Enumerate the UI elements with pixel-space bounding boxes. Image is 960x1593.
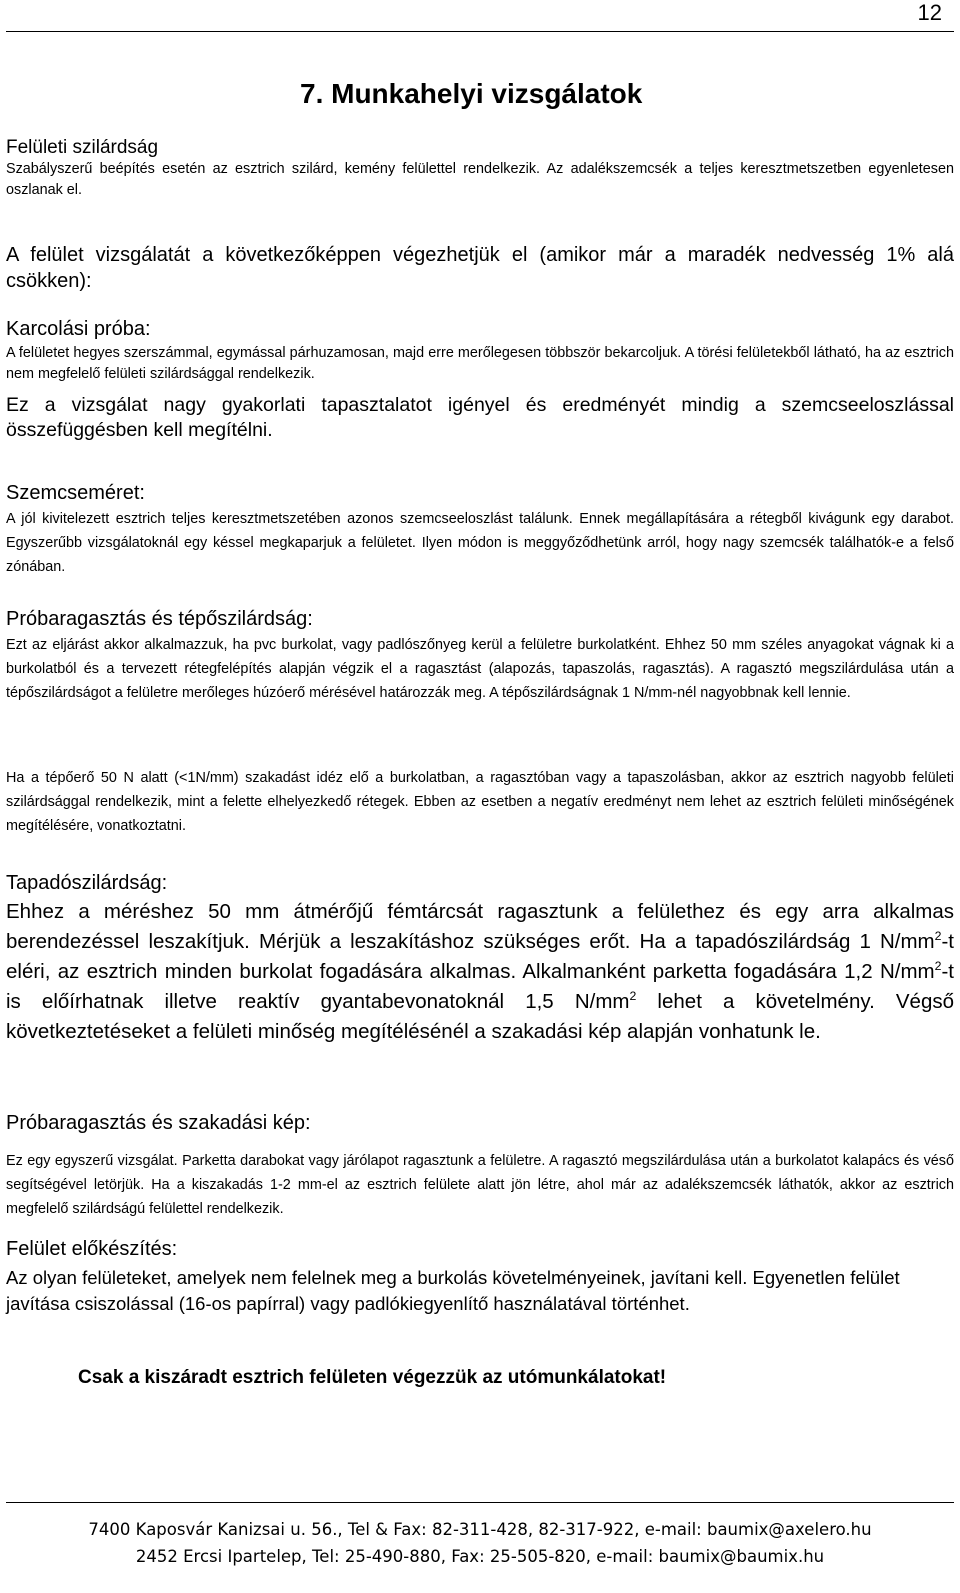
- section-text: Szabályszerű beépítés esetén az esztrich szilárd, kemény felülettel rendelkezik. Az adalékszemcsék a teljes keresztmetszetben egyenletesen oszlanak el.: [6, 161, 954, 198]
- section-text: Az olyan felületeket, amelyek nem felelnek meg a burkolás követelményeinek, javítani kell. Egyenetlen felület javítása csiszolással (16-os papírral) vagy padlókiegyenlítő használatával történhet.: [6, 1267, 900, 1314]
- superscript: 2: [934, 929, 942, 944]
- section-heading: Felületi szilárdság: [6, 137, 159, 158]
- header-rule: [6, 31, 954, 32]
- footer-line-2: 2452 Ercsi Ipartelep, Tel: 25-490-880, Fax: 25-505-820, e-mail: baumix@baumix.hu: [135, 1547, 825, 1566]
- superscript: 2: [629, 989, 637, 1004]
- chapter-title: 7. Munkahelyi vizsgálatok: [300, 78, 643, 109]
- section-text: A felületet hegyes szerszámmal, egymással párhuzamosan, majd erre merőlegesen többször bekarcoljuk. A törési felületekből látható, ha az esztrich nem megfelelő felületi szilárdsággal rendelkezik.: [6, 345, 954, 382]
- adhesion-text-part3: -t is előírhatnak illetve reaktív gyantabevonatoknál 1,5 N/mm: [6, 960, 954, 1013]
- section-scratch-test: [6, 318, 954, 443]
- intro-paragraph: [6, 242, 954, 294]
- section-text: A jól kivitelezett esztrich teljes keresztmetszetében azonos szemcseeloszlást találunk. Ennek megállapítására a rétegből kivágunk egy darabot. Egyszerűbb vizsgálatoknál egy késsel megkaparjuk a felületet. Ilyen módon is meggyőződhetünk arról, hogy nagy szemcsék találhatók-e a felső zónában.: [6, 511, 954, 575]
- section-heading: Felület előkészítés:: [6, 1238, 178, 1260]
- intro-text: A felület vizsgálatát a következőképpen végezhetjük el (amikor már a maradék nedvesség 1% alá csökken):: [6, 244, 954, 292]
- section-text: [6, 897, 954, 1047]
- section-pull-test: [6, 608, 954, 705]
- section-adhesion: [6, 872, 954, 1047]
- section-heading: Szemcseméret:: [6, 482, 145, 504]
- section-heading: Tapadószilárdság:: [6, 872, 168, 894]
- section-grain-size: [6, 482, 954, 579]
- section-surface-strength: [6, 136, 954, 201]
- section-pull-test-continued: [6, 766, 954, 838]
- section-break-pattern: [6, 1112, 954, 1221]
- footer-line-1: 7400 Kaposvár Kanizsai u. 56., Tel & Fax: 82-311-428, 82-317-922, e-mail: baumix@axelero.hu: [88, 1520, 872, 1539]
- section-text: Ha a tépőerő 50 N alatt (<1N/mm) szakadást idéz elő a burkolatban, a ragasztóban vagy a tapaszolásban, akkor az esztrich nagyobb felületi szilárdsággal rendelkezik, mint a felette elhelyezkedő rétegek. Ebben az esetben a negatív eredményt nem lehet az esztrich felületi minőségének megítélésére, vonatkoztatni.: [6, 770, 954, 834]
- footer-rule: [6, 1502, 954, 1503]
- adhesion-text-part4: lehet a követelmény. Végső következtetéseket a felületi minőség megítélésénél a szakadási kép alapján vonhatunk le.: [6, 990, 954, 1043]
- adhesion-text-part1: Ehhez a méréshez 50 mm átmérőjű fémtárcsát ragasztunk a felülethez és egy arra alkalmas berendezéssel leszakítjuk. Mérjük a leszakításhoz szükséges erőt. Ha a tapadószilárdság 1 N/mm: [6, 900, 954, 953]
- section-heading: Próbaragasztás és szakadási kép:: [6, 1112, 311, 1134]
- section-heading: Karcolási próba:: [6, 318, 151, 340]
- adhesion-text-part2: -t eléri, az esztrich minden burkolat fogadására alkalmas. Alkalmanként parketta fogadására 1,2 N/mm: [6, 930, 954, 983]
- section-heading: Próbaragasztás és tépőszilárdság:: [6, 608, 313, 630]
- section-text: Ezt az eljárást akkor alkalmazzuk, ha pvc burkolat, vagy padlószőnyeg kerül a felületre burkolatként. Ehhez 50 mm széles anyagokat vágnak ki a burkolatból és a tervezett rétegfelépítés alapján végzik el a ragasztást (alapozás, tapaszolás, ragasztás). A ragasztó megszilárdulása után a tépőszilárdságot a felületre merőleges húzóerő mérésével határozzák meg. A tépőszilárdságnak 1 N/mm-nél nagyobbnak kell lennie.: [6, 637, 954, 701]
- section-text: Ez egy egyszerű vizsgálat. Parketta darabokat vagy járólapot ragasztunk a felületre. A ragasztó megszilárdulása után a burkolatot kalapács és véső segítségével letörjük. Ha a kiszakadás 1-2 mm-el az esztrich felülete alatt jön létre, ahol már az adalékszemcsék láthatók, akkor az esztrich megfelelő szilárdságú felülettel rendelkezik.: [6, 1153, 954, 1217]
- page-number: 12: [917, 0, 942, 25]
- section-note: Ez a vizsgálat nagy gyakorlati tapasztalatot igényel és eredményét mindig a szemcseeloszlással összefüggésben kell megítélni.: [6, 394, 954, 441]
- final-note: Csak a kiszáradt esztrich felületen végezzük az utómunkálatokat!: [78, 1367, 667, 1388]
- superscript: 2: [934, 959, 942, 974]
- section-preparation: [6, 1238, 954, 1317]
